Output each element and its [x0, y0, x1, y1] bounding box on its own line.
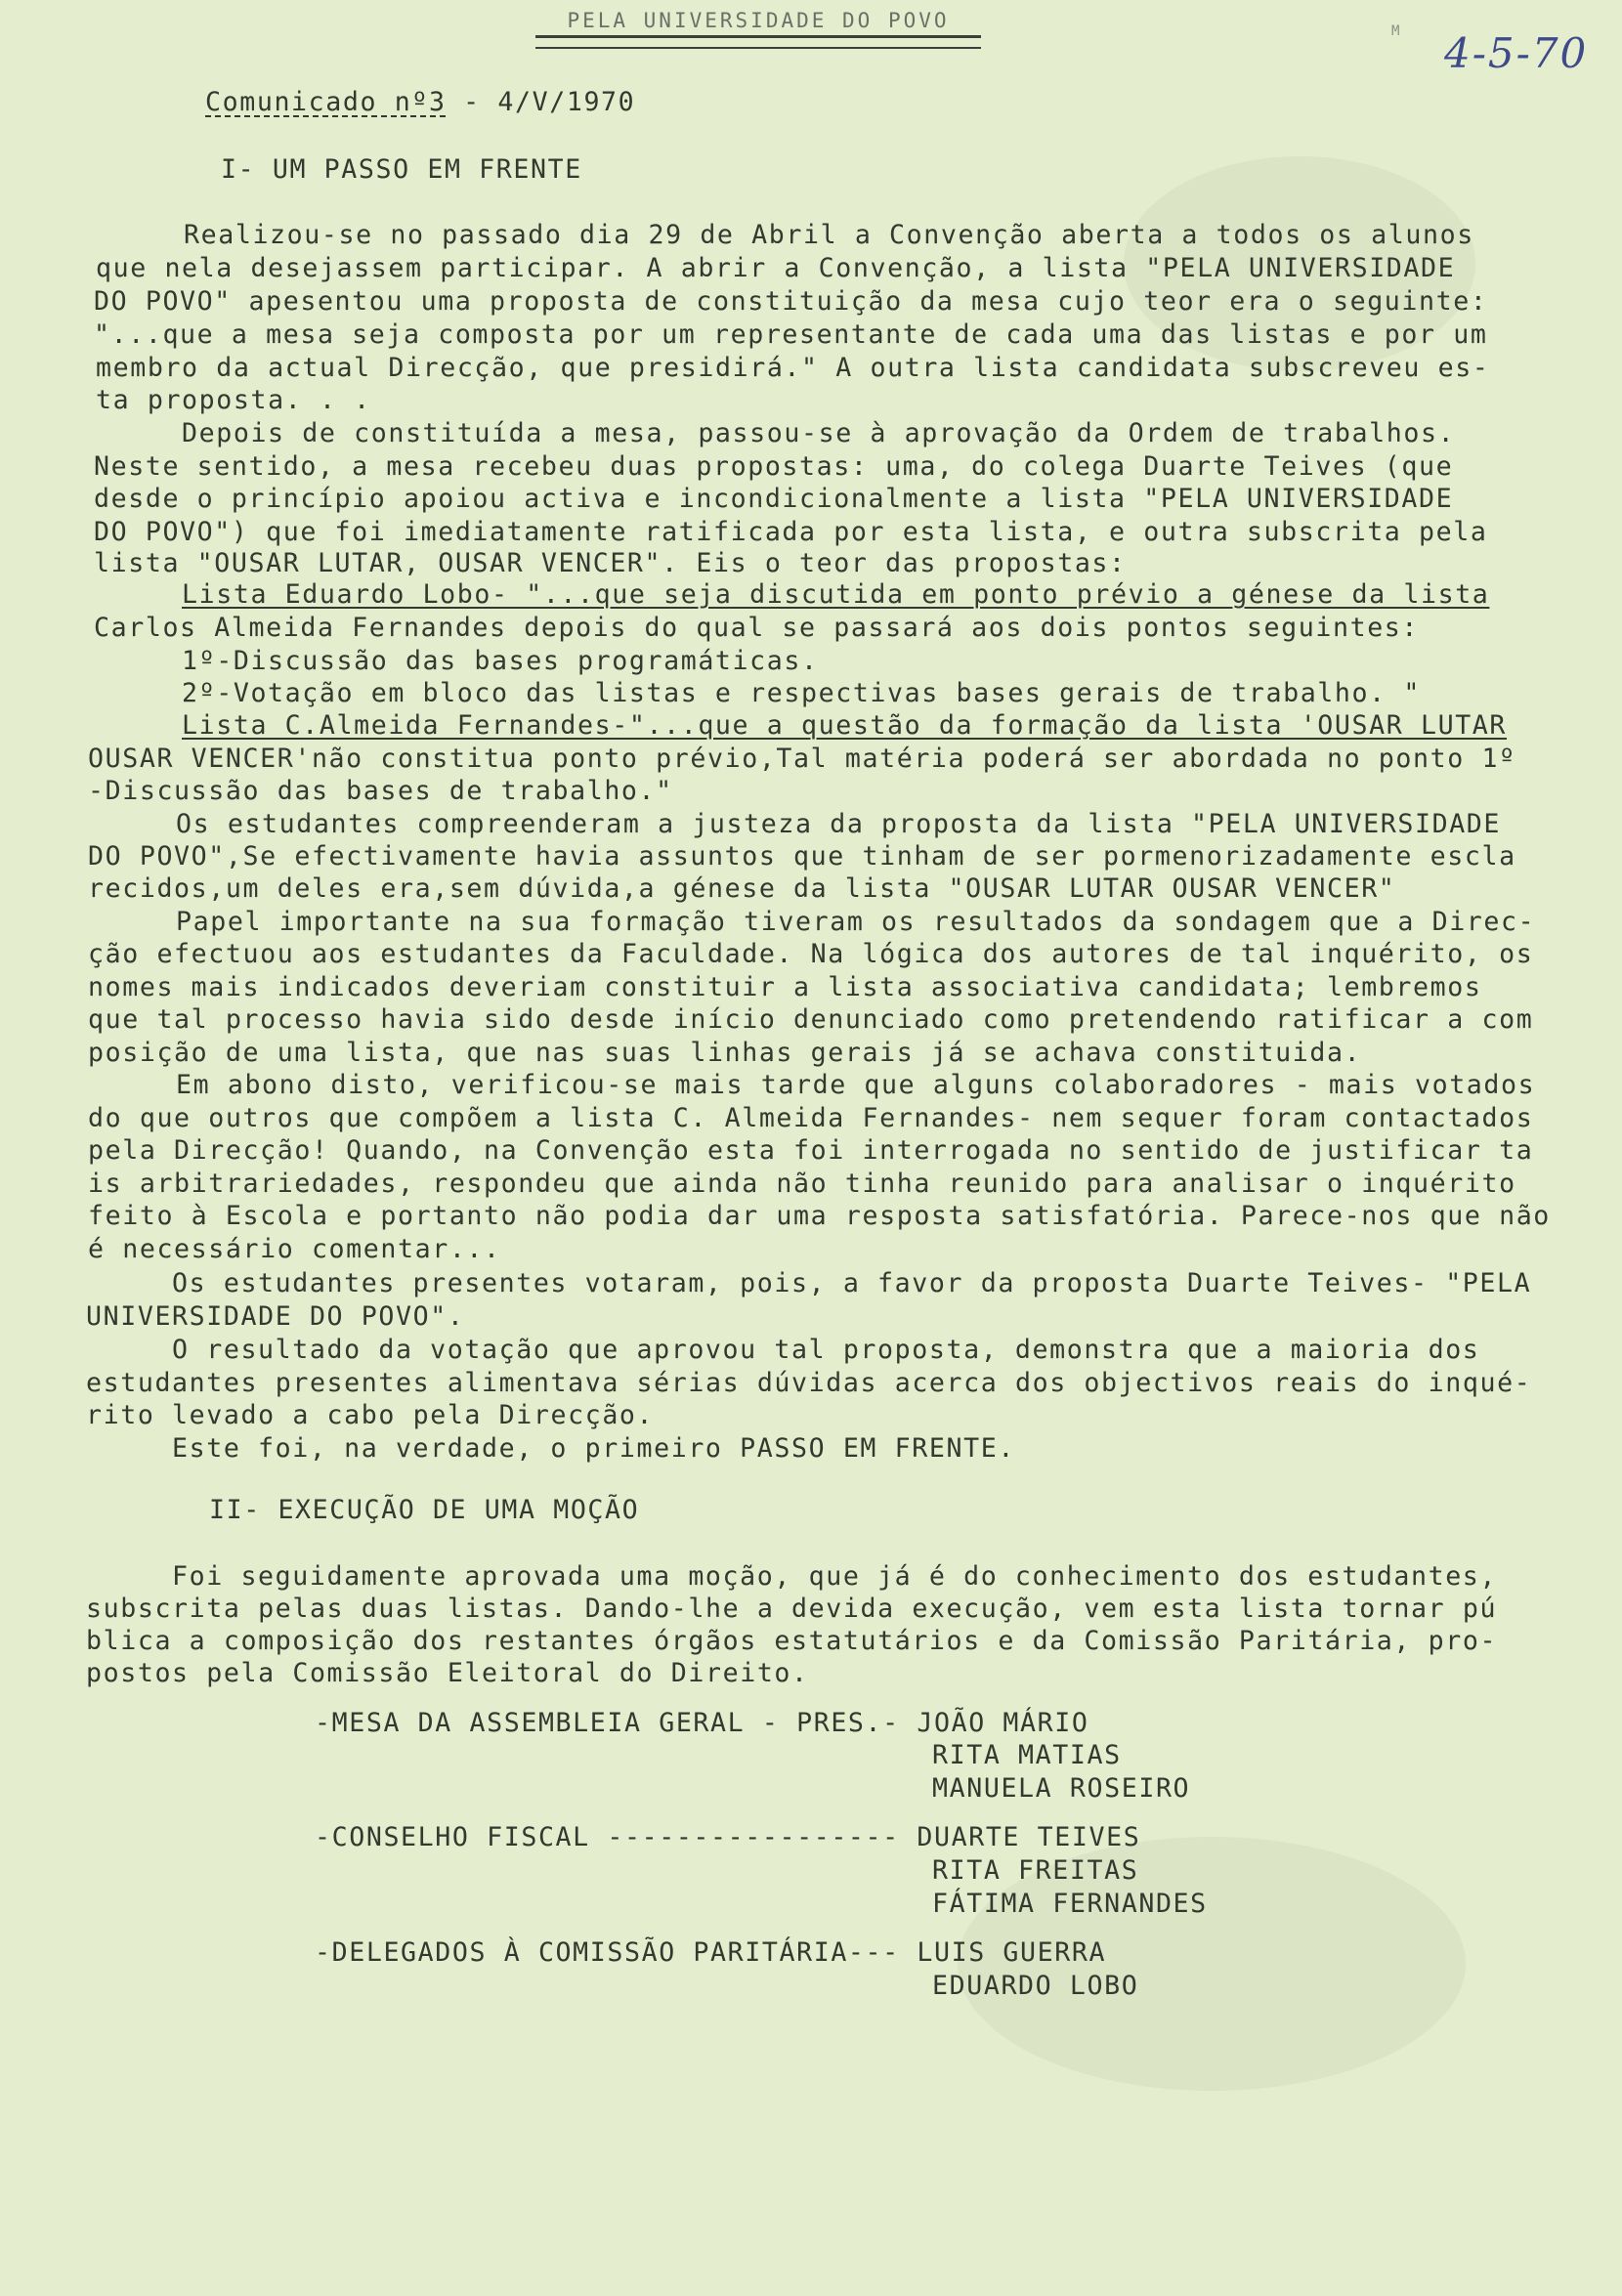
organ-conselho-fiscal: -CONSELHO FISCAL ----------------- DUARTE TEIVES	[315, 1822, 1141, 1852]
body-line: membro da actual Direcção, que presidirá." A outra lista candidata subscreveu es-	[96, 353, 1490, 383]
body-line: que nela desejassem participar. A abrir a Convenção, a lista "PELA UNIVERSIDADE	[96, 253, 1456, 283]
archive-mark: M	[1391, 23, 1400, 39]
body-line: desde o princípio apoiou activa e incondicionalmente a lista "PELA UNIVERSIDADE	[94, 484, 1454, 514]
body-line: Os estudantes compreenderam a justeza da proposta da lista "PELA UNIVERSIDADE	[176, 809, 1502, 839]
body-line: postos pela Comissão Eleitoral do Direito.	[86, 1658, 809, 1688]
organ-delegados: -DELEGADOS À COMISSÃO PARITÁRIA--- LUIS GUERRA	[315, 1937, 1107, 1968]
proposal-line: Lista Eduardo Lobo- "...que seja discutida em ponto prévio a génese da lista	[182, 579, 1490, 610]
body-line: Papel importante na sua formação tiveram os resultados da sondagem que a Direc-	[176, 907, 1536, 937]
body-line: que tal processo havia sido desde início denunciado como pretendendo ratificar a com	[88, 1004, 1534, 1035]
communique-heading	[205, 86, 635, 118]
organ-mesa: -MESA DA ASSEMBLEIA GERAL - PRES.- JOÃO MÁRIO	[315, 1708, 1089, 1738]
body-line: recidos,um deles era,sem dúvida,a génese da lista "OUSAR LUTAR OUSAR VENCER"	[88, 873, 1396, 904]
communique-date: - 4/V/1970	[446, 87, 636, 117]
body-line: rito levado a cabo pela Direcção.	[86, 1400, 655, 1430]
body-line: lista "OUSAR LUTAR, OUSAR VENCER". Eis o teor das propostas:	[94, 548, 1127, 578]
body-line: DO POVO" apesentou uma proposta de constituição da mesa cujo teor era o seguinte:	[94, 286, 1488, 317]
body-line: O resultado da votação que aprovou tal proposta, demonstra que a maioria dos	[172, 1335, 1480, 1365]
member-name: RITA FREITAS	[932, 1855, 1139, 1886]
body-line: DO POVO") que foi imediatamente ratificada por esta lista, e outra subscrita pela	[94, 517, 1488, 547]
body-line: Realizou-se no passado dia 29 de Abril a Convenção aberta a todos os alunos	[184, 220, 1474, 250]
header-rule	[535, 47, 981, 49]
body-line: é necessário comentar...	[88, 1234, 501, 1264]
member-name: FÁTIMA FERNANDES	[932, 1889, 1208, 1919]
handwritten-date: 4-5-70	[1444, 29, 1589, 77]
member-name: MANUELA ROSEIRO	[932, 1773, 1191, 1804]
body-line: Carlos Almeida Fernandes depois do qual se passará aos dois pontos seguintes:	[94, 613, 1420, 643]
body-line: Os estudantes presentes votaram, pois, a favor da proposta Duarte Teives- "PELA	[172, 1268, 1532, 1298]
communique-number: Comunicado nº3	[205, 87, 447, 117]
body-line: feito à Escola e portanto não podia dar uma resposta satisfatória. Parece-nos que não	[88, 1201, 1551, 1231]
proposal-line: Lista C.Almeida Fernandes-"...que a questão da formação da lista 'OUSAR LUTAR	[182, 710, 1508, 741]
body-line: posição de uma lista, que nas suas linhas gerais já se achava constituida.	[88, 1038, 1362, 1068]
agenda-item: 2º-Votação em bloco das listas e respectivas bases gerais de trabalho. "	[182, 678, 1421, 708]
body-line: OUSAR VENCER'não constitua ponto prévio,Tal matéria poderá ser abordada no ponto 1º	[88, 744, 1516, 774]
member-name: EDUARDO LOBO	[932, 1971, 1139, 2001]
body-line: ta proposta. . .	[96, 385, 371, 415]
body-line: do que outros que compõem a lista C. Almeida Fernandes- nem sequer foram contactados	[88, 1103, 1534, 1133]
section-title: II- EXECUÇÃO DE UMA MOÇÃO	[209, 1495, 640, 1525]
agenda-item: 1º-Discussão das bases programáticas.	[182, 646, 819, 676]
body-line: is arbitrariedades, respondeu que ainda não tinha reunido para analisar o inquérito	[88, 1169, 1516, 1199]
body-line: Este foi, na verdade, o primeiro PASSO EM FRENTE.	[172, 1433, 1015, 1464]
body-line: -Discussão das bases de trabalho."	[88, 776, 673, 806]
body-line: blica a composição dos restantes órgãos estatutários e da Comissão Paritária, pro-	[86, 1626, 1498, 1656]
body-line: ção efectuou aos estudantes da Faculdade. Na lógica dos autores de tal inquérito, os	[88, 939, 1534, 969]
body-line: DO POVO",Se efectivamente havia assuntos que tinham de ser pormenorizadamente escla	[88, 841, 1516, 872]
body-line: subscrita pelas duas listas. Dando-lhe a devida execução, vem esta lista tornar pú	[86, 1594, 1498, 1624]
body-line: Foi seguidamente aprovada uma moção, que já é do conhecimento dos estudantes,	[172, 1561, 1498, 1592]
member-name: RITA MATIAS	[932, 1740, 1122, 1770]
body-line: estudantes presentes alimentava sérias dúvidas acerca dos objectivos reais do inqué-	[86, 1368, 1532, 1398]
body-line: Neste sentido, a mesa recebeu duas propostas: uma, do colega Duarte Teives (que	[94, 451, 1454, 482]
header-title: PELA UNIVERSIDADE DO POVO	[535, 8, 981, 38]
body-line: "...que a mesa seja composta por um representante de cada uma das listas e por um	[94, 319, 1488, 350]
body-line: pela Direcção! Quando, na Convenção esta foi interrogada no sentido de justificar ta	[88, 1135, 1534, 1166]
body-line: Depois de constituída a mesa, passou-se à aprovação da Ordem de trabalhos.	[182, 418, 1456, 448]
section-title: I- UM PASSO EM FRENTE	[221, 154, 582, 185]
body-line: Em abono disto, verificou-se mais tarde que alguns colaboradores - mais votados	[176, 1070, 1536, 1100]
body-line: nomes mais indicados deveriam constituir a lista associativa candidata; lembremos	[88, 972, 1482, 1002]
body-line: UNIVERSIDADE DO POVO".	[86, 1301, 465, 1332]
